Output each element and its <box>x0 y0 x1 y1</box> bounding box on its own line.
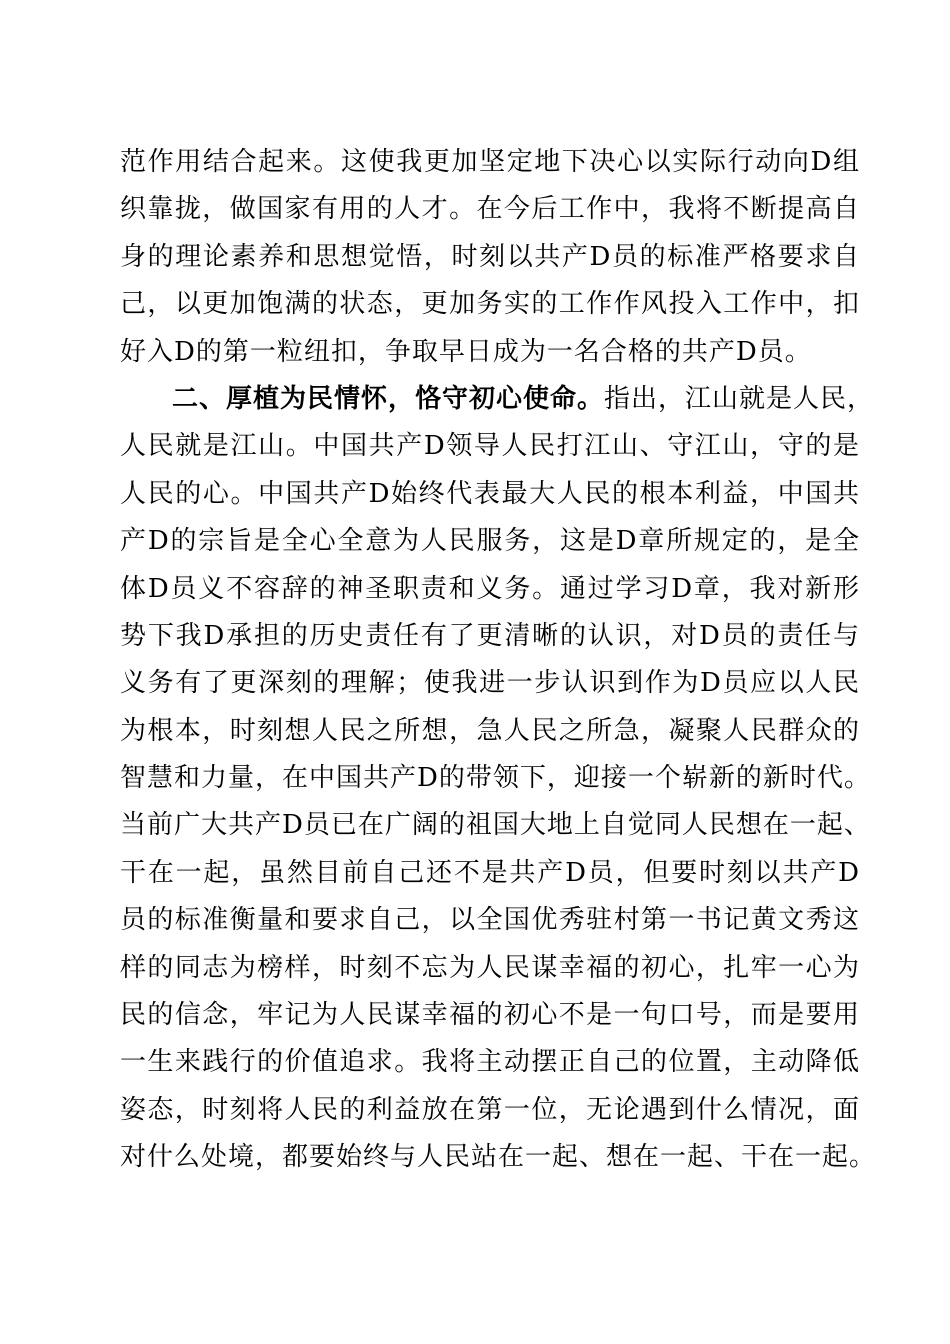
text-line: 干在一起，虽然目前自己还不是共产D员，但要时刻以共产D <box>120 857 860 888</box>
text-line: 好入D的第一粒纽扣，争取早日成为一名合格的共产D员。 <box>120 336 812 367</box>
text-line: 样的同志为榜样，时刻不忘为人民谋幸福的初心，扎牢一心为 <box>120 952 860 983</box>
text-line: 人民就是江山。中国共产D领导人民打江山、守江山，守的是 <box>120 431 860 462</box>
body-text <box>120 139 877 1182</box>
text-run: 指出，江山就是人民， <box>604 383 875 414</box>
text-line: 体D员义不容辞的神圣职责和义务。通过学习D章，我对新形 <box>120 573 860 604</box>
text-line: 对什么处境，都要始终与人民站在一起、想在一起、干在一起。 <box>120 1142 877 1173</box>
paragraph-2 <box>120 376 877 1182</box>
text-line: 人民的心。中国共产D始终代表最大人民的根本利益，中国共 <box>120 478 860 509</box>
text-line: 一生来践行的价值追求。我将主动摆正自己的位置，主动降低 <box>120 1047 860 1078</box>
text-line: 产D的宗旨是全心全意为人民服务，这是D章所规定的，是全 <box>120 526 860 557</box>
text-line: 员的标准衡量和要求自己，以全国优秀驻村第一书记黄文秀这 <box>120 905 860 936</box>
text-line: 义务有了更深刻的理解；使我进一步认识到作为D员应以人民 <box>120 668 860 699</box>
text-line: 织靠拢，做国家有用的人才。在今后工作中，我将不断提高自 <box>120 194 860 225</box>
paragraph-first-line <box>120 376 875 423</box>
text-line: 姿态，时刻将人民的利益放在第一位，无论遇到什么情况，面 <box>120 1094 860 1125</box>
text-line: 智慧和力量，在中国共产D的带领下，迎接一个崭新的新时代。 <box>120 763 871 794</box>
text-line: 为根本，时刻想人民之所想，急人民之所急，凝聚人民群众的 <box>120 715 860 746</box>
paragraph-1 <box>120 139 860 376</box>
text-line: 己，以更加饱满的状态，更加务实的工作作风投入工作中，扣 <box>120 289 860 320</box>
text-line: 身的理论素养和思想觉悟，时刻以共产D员的标准严格要求自 <box>120 241 860 272</box>
text-line: 民的信念，牢记为人民谋幸福的初心不是一句口号，而是要用 <box>120 1000 860 1031</box>
text-line: 范作用结合起来。这使我更加坚定地下决心以实际行动向D组 <box>120 147 860 177</box>
section-heading: 二、厚植为民情怀，恪守初心使命。 <box>172 383 605 414</box>
text-line: 势下我D承担的历史责任有了更清晰的认识，对D员的责任与 <box>120 620 860 651</box>
text-line: 当前广大共产D员已在广阔的祖国大地上自觉同人民想在一起、 <box>120 810 871 841</box>
